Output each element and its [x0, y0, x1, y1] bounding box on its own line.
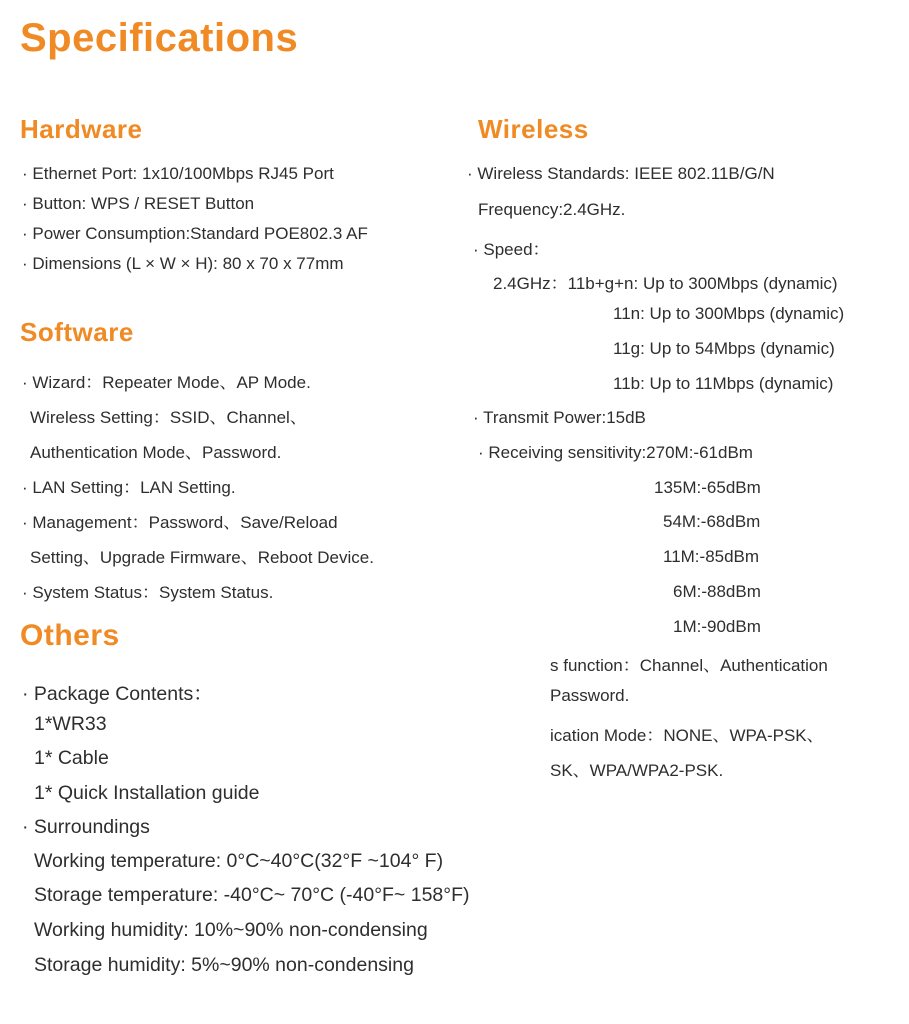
software-line: · LAN Setting：LAN Setting. [22, 478, 236, 497]
software-heading: Software [20, 317, 134, 347]
software-line: · Management：Password、Save/Reload [22, 513, 338, 532]
wireless-partial-line: ication Mode：NONE、WPA-PSK、 [550, 726, 824, 745]
others-line: 1* Quick Installation guide [34, 782, 260, 804]
others-heading: Others [20, 619, 120, 652]
others-line: Working temperature: 0°C~40°C(32°F ~104° F) [34, 850, 444, 872]
wireless-sensitivity-value: 11M:-85dBm [663, 547, 760, 566]
others-line: Working humidity: 10%~90% non-condensing [34, 919, 428, 941]
others-line: · Surroundings [22, 816, 150, 838]
software-line: Authentication Mode、Password. [30, 443, 282, 462]
software-line: Setting、Upgrade Firmware、Reboot Device. [30, 548, 374, 567]
wireless-sensitivity-value: 6M:-88dBm [673, 582, 761, 601]
wireless-partial-line: Password. [550, 686, 630, 705]
wireless-standards: · Wireless Standards: IEEE 802.11B/G/N [467, 164, 775, 183]
wireless-sensitivity-value: 54M:-68dBm [663, 512, 761, 531]
hardware-item: · Ethernet Port: 1x10/100Mbps RJ45 Port [22, 164, 334, 183]
wireless-speed-line: 11g: Up to 54Mbps (dynamic) [613, 339, 835, 358]
wireless-sensitivity-value: 135M:-65dBm [654, 478, 761, 497]
wireless-speed-label: · Speed： [473, 240, 550, 259]
wireless-transmit-power: · Transmit Power:15dB [473, 408, 646, 427]
hardware-item: · Dimensions (L × W × H): 80 x 70 x 77mm [22, 254, 344, 273]
software-line: · System Status：System Status. [22, 583, 274, 602]
others-line: · Package Contents： [22, 683, 213, 705]
wireless-partial-line: SK、WPA/WPA2-PSK. [550, 761, 724, 780]
wireless-partial-line: s function：Channel、Authentication [550, 656, 828, 675]
hardware-heading: Hardware [20, 114, 143, 144]
hardware-item: · Button: WPS / RESET Button [22, 194, 255, 213]
others-line: 1*WR33 [34, 713, 107, 735]
software-line: Wireless Setting：SSID、Channel、 [30, 408, 307, 427]
wireless-speed-line: 11n: Up to 300Mbps (dynamic) [613, 304, 845, 323]
wireless-sensitivity-value: 1M:-90dBm [673, 617, 761, 636]
hardware-item: · Power Consumption:Standard POE802.3 AF [22, 224, 368, 243]
wireless-speed-line: 2.4GHz：11b+g+n: Up to 300Mbps (dynamic) [493, 274, 838, 293]
software-line: · Wizard：Repeater Mode、AP Mode. [22, 373, 311, 392]
others-line: 1* Cable [34, 747, 109, 769]
others-line: Storage temperature: -40°C~ 70°C (-40°F~ 158°F) [34, 884, 470, 906]
wireless-heading: Wireless [478, 114, 589, 144]
others-line: Storage humidity: 5%~90% non-condensing [34, 954, 414, 976]
wireless-frequency: Frequency:2.4GHz. [478, 200, 626, 219]
page-title: Specifications [20, 16, 299, 60]
wireless-sensitivity-label: · Receiving sensitivity:270M:-61dBm [478, 443, 753, 462]
wireless-speed-line: 11b: Up to 11Mbps (dynamic) [613, 374, 834, 393]
